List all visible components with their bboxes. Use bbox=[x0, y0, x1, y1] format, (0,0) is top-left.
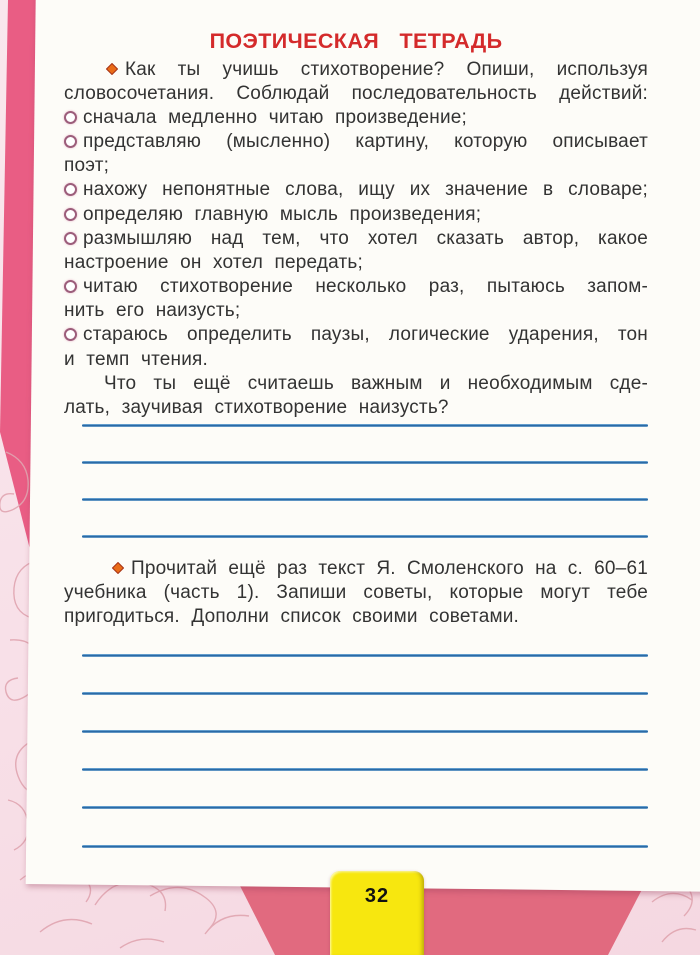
circle-bullet-icon bbox=[64, 183, 77, 196]
task1-intro-line: словосочетания. Соблюдай последовательность действий: bbox=[64, 83, 648, 104]
writing-line bbox=[82, 535, 648, 538]
task1-intro-text: Как ты учишь стихотворение? Опиши, используя bbox=[125, 59, 648, 80]
diamond-bullet-icon bbox=[112, 557, 124, 569]
task1-step-line bbox=[64, 178, 648, 202]
task1-step-line: и темп чтения. bbox=[64, 349, 209, 370]
writing-line bbox=[82, 730, 648, 733]
step-text: представляю (мысленно) картину, которую описывает bbox=[83, 131, 648, 152]
circle-bullet-icon bbox=[64, 208, 77, 221]
task1-step-line: нить его наизусть; bbox=[64, 300, 241, 321]
circle-bullet-icon bbox=[64, 232, 77, 245]
page-number: 32 bbox=[364, 885, 390, 907]
writing-line bbox=[82, 654, 648, 657]
step-text: сначала медленно читаю произведение; bbox=[83, 107, 468, 128]
writing-line bbox=[82, 845, 648, 848]
step-text: нахожу непонятные слова, ищу их значение в словаре; bbox=[83, 179, 648, 200]
circle-bullet-icon bbox=[64, 328, 77, 341]
task1-step-line bbox=[64, 227, 648, 251]
page-number-tab bbox=[330, 871, 424, 955]
task2-line bbox=[64, 557, 648, 581]
task2-text: Прочитай ещё раз текст Я. Смоленского на с. 60–61 bbox=[131, 558, 648, 579]
task1-step-line: настроение он хотел передать; bbox=[64, 252, 363, 273]
writing-line bbox=[82, 806, 648, 809]
step-text: размышляю над тем, что хотел сказать автор, какое bbox=[83, 228, 648, 249]
writing-line bbox=[82, 768, 648, 771]
task1-step-line bbox=[64, 275, 648, 299]
diamond-bullet-icon bbox=[106, 58, 118, 70]
task1-step-line: поэт; bbox=[64, 155, 110, 176]
writing-line bbox=[82, 498, 648, 501]
writing-line bbox=[82, 692, 648, 695]
task1-step-line bbox=[64, 130, 648, 154]
task1-intro-line bbox=[64, 58, 648, 82]
circle-bullet-icon bbox=[64, 280, 77, 293]
task2-line: учебника (часть 1). Запиши советы, которые могут тебе bbox=[64, 582, 648, 603]
circle-bullet-icon bbox=[64, 111, 77, 124]
task2-line: пригодиться. Дополни список своими советами. bbox=[64, 606, 520, 627]
writing-line bbox=[82, 461, 648, 464]
task1-step-line bbox=[64, 203, 648, 227]
step-text: стараюсь определить паузы, логические ударения, тон bbox=[83, 324, 648, 345]
page-title: ПОЭТИЧЕСКАЯ ТЕТРАДЬ bbox=[209, 29, 503, 53]
circle-bullet-icon bbox=[64, 135, 77, 148]
writing-line bbox=[82, 424, 648, 427]
task1-step-line bbox=[64, 106, 648, 130]
step-text: читаю стихотворение несколько раз, пытаюсь запом- bbox=[83, 276, 648, 297]
task1-step-line bbox=[64, 323, 648, 347]
task1-question-line: лать, заучивая стихотворение наизусть? bbox=[64, 397, 449, 418]
task1-question-line: Что ты ещё считаешь важным и необходимым сде- bbox=[104, 373, 648, 394]
step-text: определяю главную мысль произведения; bbox=[83, 204, 482, 225]
